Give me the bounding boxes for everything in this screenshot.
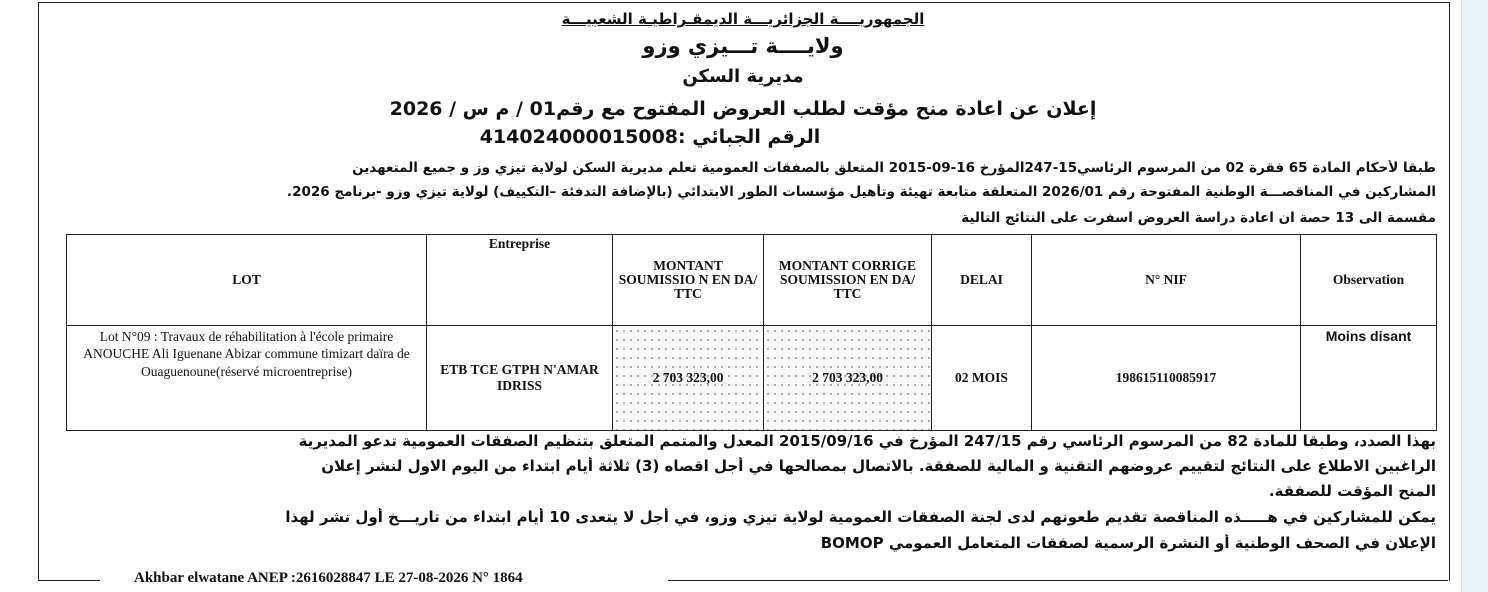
page-edge-strip	[1461, 0, 1488, 592]
footer-publication-info: Akhbar elwatane ANEP :2616028847 LE 27-08-2026 N° 1864	[134, 570, 523, 586]
notice-title: إعلان عن اعادة منح مؤقت لطلب العروض المفتوح مع رقم01 / م س / 2026	[389, 98, 1097, 120]
header-lot: LOT	[67, 235, 427, 326]
intro-line-2: المشاركين في المناقصـــة الوطنية المفتوحة رقم 2026/01 المتعلقة متابعة تهيئة وتأهيل مؤسسات الطور الابتدائي (بالإضافة التدفئة –التكييف) لولاية تيزي وزو -برنامج 2026.	[286, 184, 1436, 200]
header-montant: MONTANT SOUMISSIO N EN DA/ TTC	[613, 235, 764, 326]
header-observation: Observation	[1301, 235, 1437, 326]
table-row	[67, 326, 1437, 431]
wilaya-heading: ولايــــة تـــيزي وزو	[642, 34, 844, 58]
cell-entreprise: ETB TCE GTPH N'AMAR IDRISS	[427, 326, 613, 431]
header-montant-corrige: MONTANT CORRIGE SOUMISSION EN DA/ TTC	[764, 235, 932, 326]
fiscal-number: الرقم الجبائي :414024000015008	[479, 126, 821, 148]
cell-lot: Lot N°09 : Travaux de réhabilitation à l'école primaire ANOUCHE Ali Iguenane Abizar commune timizart daïra de Ouaguenoune(réservé microentreprise)	[67, 326, 427, 431]
cell-observation: Moins disant	[1301, 326, 1437, 431]
table-header-row	[67, 235, 1437, 326]
results-table	[66, 234, 1437, 431]
cell-montant: 2 703 323,00	[613, 326, 764, 431]
republic-heading: الجمهوريــــة الجزائريـــة الديمقـراطيـة الشعبيـــة	[561, 10, 925, 28]
paragraph-2-line-2: الإعلان في الصحف الوطنية أو النشرة الرسمية لصفقات المتعامل العمومي BOMOP	[820, 534, 1436, 552]
footer-rule-left	[38, 580, 100, 581]
footer-rule-right	[668, 580, 1448, 581]
header-nif: N° NIF	[1032, 235, 1301, 326]
paragraph-1-line-3: المنح المؤقت للصفقة.	[1268, 482, 1436, 500]
cell-montant-corrige: 2 703 323,00	[764, 326, 932, 431]
direction-heading: مديرية السكن	[682, 66, 804, 87]
paragraph-1-line-1: بهذا الصدد، وطبقا للمادة 82 من المرسوم الرئاسي رقم 247/15 المؤرخ في 2015/09/16 المعدل والمتمم المتعلق بتنظيم الصفقات العمومية تدعو المديرية	[298, 432, 1436, 450]
cell-nif: 198615110085917	[1032, 326, 1301, 431]
paragraph-2-line-1: يمكن للمشاركين في هـــــذه المناقصة تقديم طعونهم لدى لجنة الصفقات العمومية لولاية تيزي وزو، في أجل لا يتعدى 10 أيام ابتداء من تاريـــخ أول نشر لهذا	[285, 508, 1436, 526]
paragraph-1-line-2: الراغبين الاطلاع على النتائج لتقييم عروضهم التقنية و المالية للصفقة. بالاتصال بمصالحها في أجل اقصاه (3) ثلاثة أيام ابتداء من اليوم الاول لنشر إعلان	[321, 457, 1436, 475]
header-entreprise: Entreprise	[427, 235, 613, 326]
intro-line-3: مقسمة الى 13 حصة ان اعادة دراسة العروض اسفرت على النتائج التالية	[961, 210, 1436, 226]
intro-line-1: طبقا لأحكام المادة 65 فقرة 02 من المرسوم الرئاسي15-247المؤرخ 16-09-2015 المتعلق بالصفقات العمومية تعلم مديرية السكن لولاية تيزي وز و جميع المتعهدين	[352, 160, 1436, 176]
header-delai: DELAI	[932, 235, 1032, 326]
cell-delai: 02 MOIS	[932, 326, 1032, 431]
